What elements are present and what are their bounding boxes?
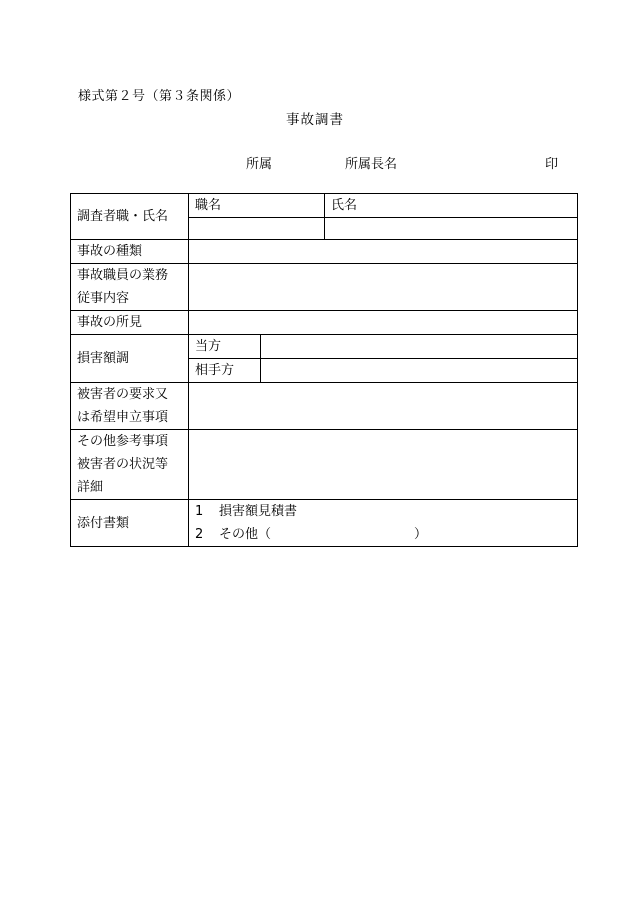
attachment-number: 2 (195, 527, 204, 542)
department-head-label: 所属長名 (345, 157, 398, 172)
position-title-field[interactable] (189, 218, 325, 240)
duty-content-field[interactable] (189, 264, 578, 311)
findings-label: 事故の所見 (71, 311, 189, 335)
attachment-text: 損害額見積書 (219, 504, 298, 519)
attachment-item (195, 523, 571, 546)
other-party-label: 相手方 (189, 359, 261, 383)
other-matters-field[interactable] (189, 430, 578, 500)
accident-report-table (70, 193, 578, 547)
attachment-item (195, 500, 571, 523)
our-side-field[interactable] (261, 335, 578, 359)
attachment-text-close: ） (414, 527, 428, 542)
damage-amount-label: 損害額調 (71, 335, 189, 383)
accident-type-field[interactable] (189, 240, 578, 264)
victim-request-label-line1: 被害者の要求又 (77, 387, 169, 402)
victim-request-label-line2: は希望申立事項 (77, 410, 169, 425)
victim-request-label (71, 383, 189, 430)
name-label: 氏名 (325, 194, 578, 218)
investigator-label: 調査者職・氏名 (71, 194, 189, 240)
victim-request-field[interactable] (189, 383, 578, 430)
accident-type-label: 事故の種類 (71, 240, 189, 264)
seal-mark: 印 (545, 157, 559, 172)
other-matters-label-line3: 詳細 (77, 480, 104, 495)
our-side-label: 当方 (189, 335, 261, 359)
attachments-list (189, 500, 578, 547)
other-matters-label-line2: 被害者の状況等 (77, 457, 169, 472)
other-matters-label-line1: その他参考事項 (77, 434, 169, 449)
attachment-text-open: その他（ (219, 527, 272, 542)
attachments-label: 添付書類 (71, 500, 189, 547)
name-field[interactable] (325, 218, 578, 240)
document-title: 事故調書 (286, 112, 344, 128)
duty-content-label-line1: 事故職員の業務 (77, 268, 169, 283)
duty-content-label (71, 264, 189, 311)
duty-content-label-line2: 従事内容 (77, 291, 130, 306)
affiliation-label: 所属 (246, 157, 273, 172)
findings-field[interactable] (189, 311, 578, 335)
attachment-number: 1 (195, 504, 204, 519)
form-number: 様式第２号（第３条関係） (78, 89, 241, 104)
other-matters-label (71, 430, 189, 500)
other-party-field[interactable] (261, 359, 578, 383)
position-title-label: 職名 (189, 194, 325, 218)
